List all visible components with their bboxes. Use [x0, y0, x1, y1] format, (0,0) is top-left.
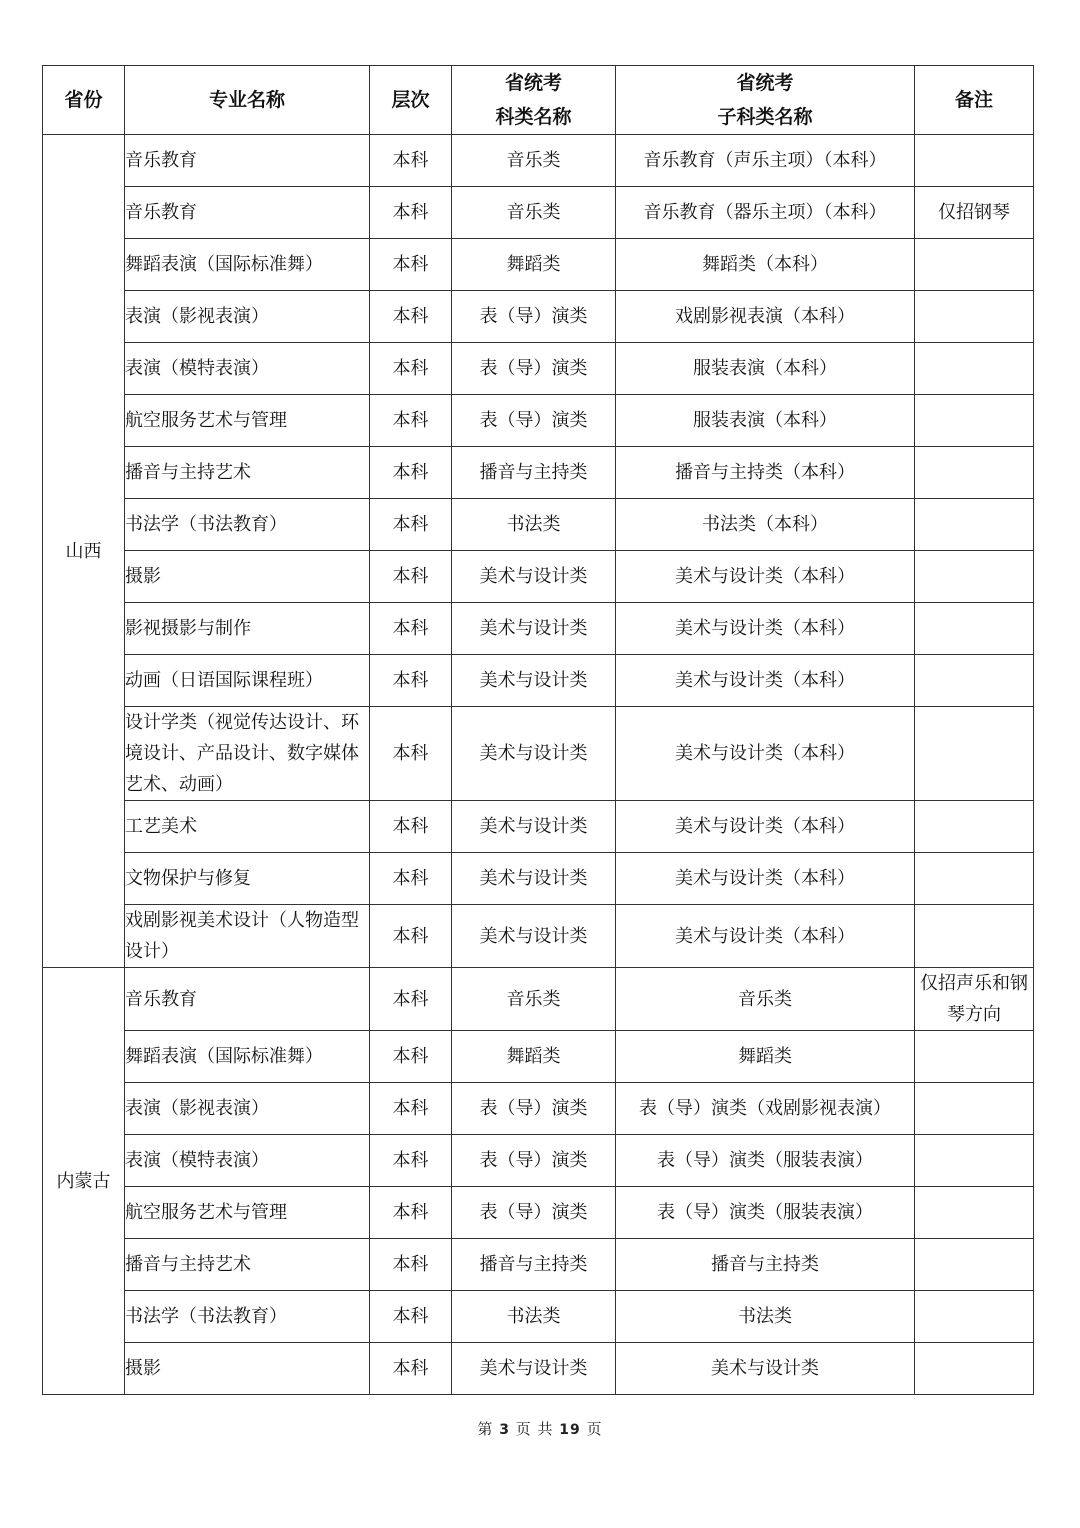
exam-category-cell: 表（导）演类 — [452, 1187, 616, 1239]
remarks-cell — [915, 1031, 1034, 1083]
table-header — [43, 66, 1034, 135]
header-exam-category — [452, 66, 616, 135]
exam-category-cell: 音乐类 — [452, 187, 616, 239]
page-footer — [0, 1418, 1080, 1439]
exam-category-cell: 美术与设计类 — [452, 551, 616, 603]
level-cell: 本科 — [370, 135, 452, 187]
remarks-cell — [915, 1291, 1034, 1343]
level-cell: 本科 — [370, 187, 452, 239]
remarks-cell — [915, 551, 1034, 603]
footer-prefix: 第 — [477, 1420, 494, 1438]
sub-category-cell: 服装表演（本科） — [616, 395, 915, 447]
header-province: 省份 — [43, 66, 125, 135]
major-cell: 航空服务艺术与管理 — [125, 1187, 370, 1239]
table-row — [43, 343, 1034, 395]
remarks-cell — [915, 655, 1034, 707]
remarks-cell — [915, 707, 1034, 801]
table-row — [43, 1343, 1034, 1395]
sub-category-cell: 美术与设计类（本科） — [616, 853, 915, 905]
major-cell: 播音与主持艺术 — [125, 447, 370, 499]
table-row — [43, 395, 1034, 447]
footer-total-pages: 19 — [559, 1422, 581, 1438]
sub-category-cell: 美术与设计类（本科） — [616, 655, 915, 707]
major-cell: 舞蹈表演（国际标准舞） — [125, 239, 370, 291]
header-major: 专业名称 — [125, 66, 370, 135]
major-cell: 表演（影视表演） — [125, 1083, 370, 1135]
level-cell: 本科 — [370, 395, 452, 447]
remarks-cell — [915, 1343, 1034, 1395]
exam-category-cell: 播音与主持类 — [452, 447, 616, 499]
table-row — [43, 499, 1034, 551]
exam-category-cell: 美术与设计类 — [452, 1343, 616, 1395]
exam-category-cell: 美术与设计类 — [452, 655, 616, 707]
remarks-cell — [915, 603, 1034, 655]
major-cell: 播音与主持艺术 — [125, 1239, 370, 1291]
header-sub-category-line1: 省统考 — [736, 72, 794, 94]
header-exam-category-line1: 省统考 — [504, 72, 562, 94]
level-cell: 本科 — [370, 239, 452, 291]
level-cell: 本科 — [370, 1187, 452, 1239]
major-cell: 文物保护与修复 — [125, 853, 370, 905]
table-row — [43, 968, 1034, 1031]
sub-category-cell: 播音与主持类 — [616, 1239, 915, 1291]
major-cell: 表演（模特表演） — [125, 1135, 370, 1187]
table-row — [43, 603, 1034, 655]
level-cell: 本科 — [370, 1239, 452, 1291]
sub-category-cell: 美术与设计类（本科） — [616, 905, 915, 968]
level-cell: 本科 — [370, 1083, 452, 1135]
exam-category-cell: 美术与设计类 — [452, 603, 616, 655]
exam-category-cell: 美术与设计类 — [452, 853, 616, 905]
sub-category-cell: 音乐教育（器乐主项）（本科） — [616, 187, 915, 239]
exam-category-cell: 书法类 — [452, 499, 616, 551]
major-cell: 表演（模特表演） — [125, 343, 370, 395]
header-level: 层次 — [370, 66, 452, 135]
major-cell: 航空服务艺术与管理 — [125, 395, 370, 447]
level-cell: 本科 — [370, 1031, 452, 1083]
remarks-cell — [915, 239, 1034, 291]
major-cell: 摄影 — [125, 551, 370, 603]
sub-category-cell: 播音与主持类（本科） — [616, 447, 915, 499]
major-cell: 摄影 — [125, 1343, 370, 1395]
footer-page-number: 3 — [499, 1422, 510, 1438]
exam-category-cell: 美术与设计类 — [452, 905, 616, 968]
table-row — [43, 1083, 1034, 1135]
province-cell: 山西 — [43, 135, 125, 968]
major-cell: 书法学（书法教育） — [125, 1291, 370, 1343]
major-cell: 音乐教育 — [125, 968, 370, 1031]
table-row — [43, 1031, 1034, 1083]
remarks-cell — [915, 1187, 1034, 1239]
sub-category-cell: 表（导）演类（服装表演） — [616, 1135, 915, 1187]
sub-category-cell: 美术与设计类（本科） — [616, 551, 915, 603]
major-cell: 音乐教育 — [125, 187, 370, 239]
sub-category-cell: 书法类 — [616, 1291, 915, 1343]
level-cell: 本科 — [370, 551, 452, 603]
remarks-cell — [915, 135, 1034, 187]
exam-category-cell: 书法类 — [452, 1291, 616, 1343]
header-sub-category-line2: 子科类名称 — [717, 106, 813, 128]
remarks-cell — [915, 395, 1034, 447]
remarks-cell: 仅招声乐和钢琴方向 — [915, 968, 1034, 1031]
admissions-table — [42, 65, 1034, 1395]
level-cell: 本科 — [370, 343, 452, 395]
table-row — [43, 1239, 1034, 1291]
table-row — [43, 801, 1034, 853]
exam-category-cell: 舞蹈类 — [452, 1031, 616, 1083]
sub-category-cell: 美术与设计类（本科） — [616, 603, 915, 655]
remarks-cell — [915, 499, 1034, 551]
level-cell: 本科 — [370, 499, 452, 551]
exam-category-cell: 表（导）演类 — [452, 343, 616, 395]
table-row — [43, 1187, 1034, 1239]
major-cell: 舞蹈表演（国际标准舞） — [125, 1031, 370, 1083]
header-sub-category — [616, 66, 915, 135]
level-cell: 本科 — [370, 1343, 452, 1395]
sub-category-cell: 美术与设计类 — [616, 1343, 915, 1395]
level-cell: 本科 — [370, 853, 452, 905]
exam-category-cell: 表（导）演类 — [452, 395, 616, 447]
level-cell: 本科 — [370, 1135, 452, 1187]
remarks-cell — [915, 1239, 1034, 1291]
major-cell: 表演（影视表演） — [125, 291, 370, 343]
exam-category-cell: 音乐类 — [452, 968, 616, 1031]
table-row — [43, 655, 1034, 707]
exam-category-cell: 表（导）演类 — [452, 1135, 616, 1187]
level-cell: 本科 — [370, 905, 452, 968]
remarks-cell — [915, 905, 1034, 968]
remarks-cell — [915, 291, 1034, 343]
remarks-cell — [915, 447, 1034, 499]
province-cell: 内蒙古 — [43, 968, 125, 1395]
remarks-cell — [915, 801, 1034, 853]
header-exam-category-line2: 科类名称 — [495, 106, 572, 128]
level-cell: 本科 — [370, 801, 452, 853]
table-row — [43, 905, 1034, 968]
header-row — [43, 66, 1034, 135]
major-cell: 工艺美术 — [125, 801, 370, 853]
table-row — [43, 291, 1034, 343]
table-row — [43, 707, 1034, 801]
sub-category-cell: 音乐类 — [616, 968, 915, 1031]
major-cell: 戏剧影视美术设计（人物造型设计） — [125, 905, 370, 968]
table-row — [43, 551, 1034, 603]
remarks-cell: 仅招钢琴 — [915, 187, 1034, 239]
sub-category-cell: 舞蹈类 — [616, 1031, 915, 1083]
table-row — [43, 187, 1034, 239]
remarks-cell — [915, 1135, 1034, 1187]
exam-category-cell: 音乐类 — [452, 135, 616, 187]
level-cell: 本科 — [370, 655, 452, 707]
table-row — [43, 1291, 1034, 1343]
header-remarks: 备注 — [915, 66, 1034, 135]
remarks-cell — [915, 343, 1034, 395]
sub-category-cell: 舞蹈类（本科） — [616, 239, 915, 291]
exam-category-cell: 播音与主持类 — [452, 1239, 616, 1291]
level-cell: 本科 — [370, 1291, 452, 1343]
table-body — [43, 135, 1034, 1395]
table-row — [43, 1135, 1034, 1187]
major-cell: 书法学（书法教育） — [125, 499, 370, 551]
remarks-cell — [915, 1083, 1034, 1135]
exam-category-cell: 表（导）演类 — [452, 291, 616, 343]
footer-suffix: 页 — [586, 1420, 603, 1438]
sub-category-cell: 音乐教育（声乐主项）（本科） — [616, 135, 915, 187]
table-row — [43, 853, 1034, 905]
major-cell: 音乐教育 — [125, 135, 370, 187]
exam-category-cell: 美术与设计类 — [452, 801, 616, 853]
major-cell: 设计学类（视觉传达设计、环境设计、产品设计、数字媒体艺术、动画） — [125, 707, 370, 801]
sub-category-cell: 美术与设计类（本科） — [616, 707, 915, 801]
sub-category-cell: 表（导）演类（戏剧影视表演） — [616, 1083, 915, 1135]
sub-category-cell: 书法类（本科） — [616, 499, 915, 551]
level-cell: 本科 — [370, 968, 452, 1031]
sub-category-cell: 美术与设计类（本科） — [616, 801, 915, 853]
footer-middle: 页 共 — [515, 1420, 554, 1438]
sub-category-cell: 表（导）演类（服装表演） — [616, 1187, 915, 1239]
level-cell: 本科 — [370, 291, 452, 343]
exam-category-cell: 表（导）演类 — [452, 1083, 616, 1135]
exam-category-cell: 舞蹈类 — [452, 239, 616, 291]
table-row — [43, 135, 1034, 187]
level-cell: 本科 — [370, 603, 452, 655]
major-cell: 影视摄影与制作 — [125, 603, 370, 655]
major-cell: 动画（日语国际课程班） — [125, 655, 370, 707]
table-row — [43, 239, 1034, 291]
table-row — [43, 447, 1034, 499]
sub-category-cell: 服装表演（本科） — [616, 343, 915, 395]
remarks-cell — [915, 853, 1034, 905]
sub-category-cell: 戏剧影视表演（本科） — [616, 291, 915, 343]
level-cell: 本科 — [370, 707, 452, 801]
level-cell: 本科 — [370, 447, 452, 499]
exam-category-cell: 美术与设计类 — [452, 707, 616, 801]
